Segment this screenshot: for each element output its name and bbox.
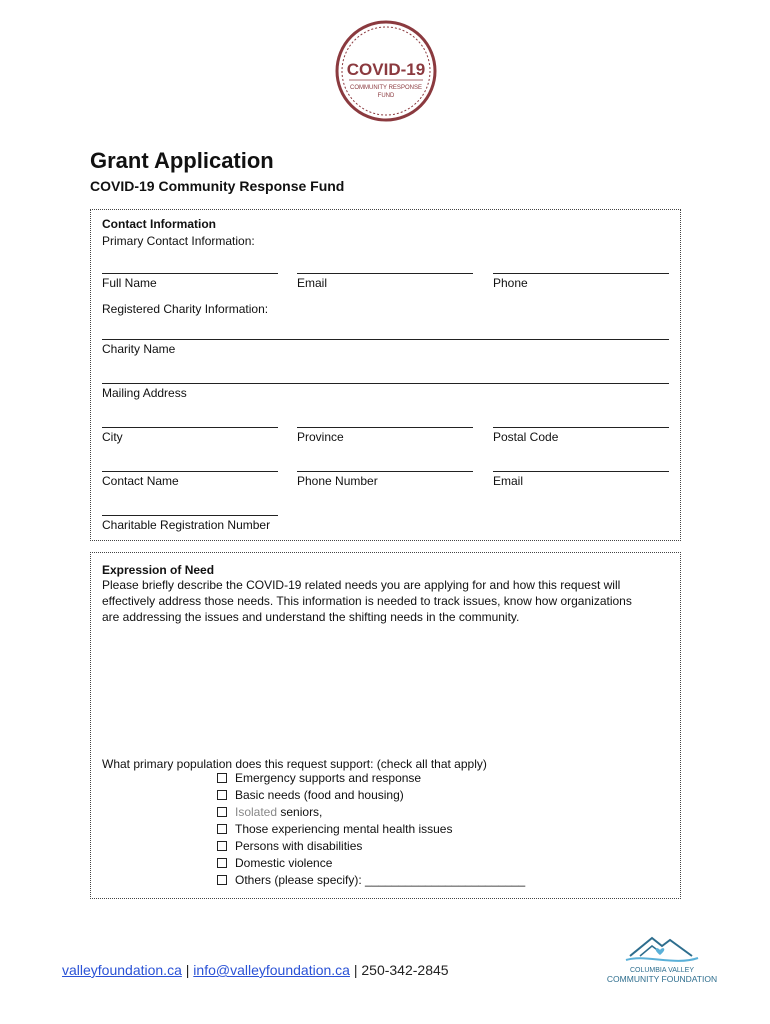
checkbox-option[interactable] [217,804,525,821]
checkbox-icon[interactable] [217,790,227,800]
need-description-line: effectively address those needs. This information is needed to track issues, know how organizations [102,594,632,608]
option-label: Those experiencing mental health issues [235,822,453,836]
city-label: City [102,430,123,444]
mailing-address-label: Mailing Address [102,386,187,400]
option-label-prefix: Isolated [235,805,278,819]
website-link[interactable]: valleyfoundation.ca [62,962,182,978]
contact-name-field[interactable] [102,471,278,472]
need-heading: Expression of Need [102,563,215,577]
checkbox-icon[interactable] [217,807,227,817]
separator: | [181,962,194,978]
phone-field[interactable] [493,273,669,274]
primary-contact-label: Primary Contact Information: [102,234,255,248]
population-question: What primary population does this request support: (check all that apply) [102,757,487,771]
phone-label: Phone [493,276,528,290]
charity-email-label: Email [493,474,524,488]
option-label: Basic needs (food and housing) [235,788,404,802]
logo-line2: COMMUNITY FOUNDATION [606,974,718,984]
seal-subtitle: COMMUNITY RESPONSE [350,85,422,91]
option-label: Emergency supports and response [235,771,422,785]
postal-code-field[interactable] [493,427,669,428]
checkbox-icon[interactable] [217,858,227,868]
province-label: Province [297,430,344,444]
charity-info-label: Registered Charity Information: [102,302,269,316]
phone-number-field[interactable] [297,471,473,472]
seal-title: COVID-19 [346,60,426,79]
full-name-field[interactable] [102,273,278,274]
option-label: Persons with disabilities [235,839,363,853]
province-field[interactable] [297,427,473,428]
email-label: Email [297,276,328,290]
checkbox-icon[interactable] [217,875,227,885]
covid-fund-seal [335,20,437,122]
checkbox-option[interactable] [217,821,525,838]
city-field[interactable] [102,427,278,428]
need-description-line: are addressing the issues and understand the shifting needs in the community. [102,610,520,624]
phone-number: 250-342-2845 [361,962,449,978]
checkbox-option[interactable] [217,872,525,889]
footer-contact [62,962,449,978]
checkbox-option[interactable] [217,770,525,787]
page-title: Grant Application [90,148,274,173]
registration-number-label: Charitable Registration Number [102,518,271,532]
full-name-label: Full Name [102,276,157,290]
page-subtitle: COVID-19 Community Response Fund [90,178,345,194]
checkbox-option[interactable] [217,838,525,855]
seal-subtitle-2: FUND [377,93,395,99]
option-label: Others (please specify): ________________________ [235,873,526,887]
option-label: seniors, [280,805,323,819]
checkbox-option[interactable] [217,787,525,804]
contact-heading: Contact Information [102,217,216,231]
checkbox-icon[interactable] [217,773,227,783]
need-description [102,577,677,625]
charity-email-field[interactable] [493,471,669,472]
population-checklist [217,770,525,889]
charity-name-label: Charity Name [102,342,176,356]
postal-code-label: Postal Code [493,430,559,444]
contact-information-section [90,209,681,541]
email-link[interactable]: info@valleyfoundation.ca [193,962,350,978]
need-description-input-area[interactable] [102,628,669,750]
checkbox-icon[interactable] [217,841,227,851]
logo-line1: COLUMBIA VALLEY [629,967,695,974]
registration-number-field[interactable] [102,515,278,516]
email-field[interactable] [297,273,473,274]
checkbox-icon[interactable] [217,824,227,834]
contact-name-label: Contact Name [102,474,179,488]
columbia-valley-logo [600,930,725,988]
charity-name-field[interactable] [102,339,669,340]
option-label: Domestic violence [235,856,333,870]
separator: | [349,962,362,978]
checkbox-option[interactable] [217,855,525,872]
need-description-line: Please briefly describe the COVID-19 related needs you are applying for and how this request will [102,578,621,592]
mailing-address-field[interactable] [102,383,669,384]
phone-number-label: Phone Number [297,474,378,488]
